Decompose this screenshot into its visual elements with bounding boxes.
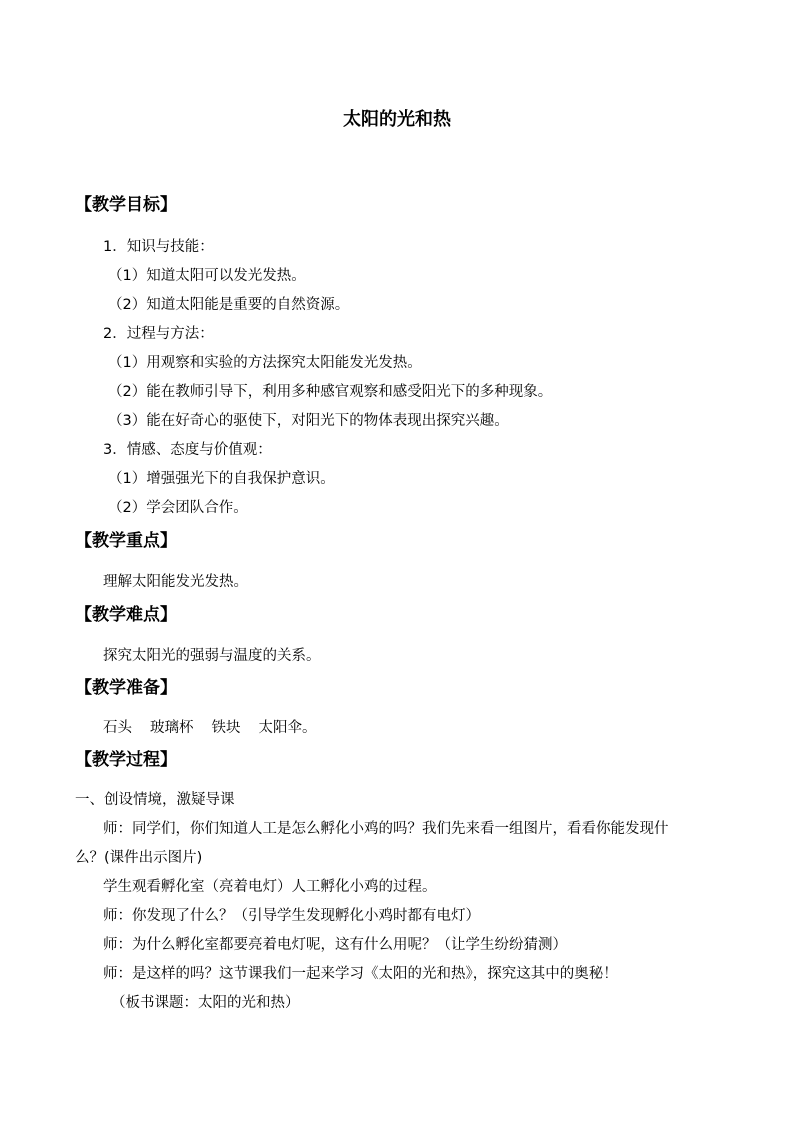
difficulties-text: 探究太阳光的强弱与温度的关系。	[103, 648, 321, 664]
section-heading-key-points: 【教学重点】	[75, 531, 177, 551]
section-heading-difficulties: 【教学难点】	[75, 605, 177, 625]
goal-line: （1）增强强光下的自我保护意识。	[108, 471, 335, 487]
process-line: 师：为什么孵化室都要亮着电灯呢，这有什么用呢？（让学生纷纷猜测）	[103, 937, 567, 953]
material-item: 铁块	[211, 720, 241, 736]
process-line: 么？(课件出示图片)	[75, 850, 203, 866]
material-item: 玻璃杯	[150, 720, 194, 736]
goal-line: （1）用观察和实验的方法探究太阳能发光发热。	[108, 355, 422, 371]
goal-line: （2）能在教师引导下，利用多种感官观察和感受阳光下的多种现象。	[108, 384, 553, 400]
process-line: 师：是这样的吗？这节课我们一起来学习《太阳的光和热》，探究这其中的奥秘！	[103, 966, 618, 982]
section-heading-preparation: 【教学准备】	[75, 678, 177, 698]
process-line: 学生观看孵化室（亮着电灯）人工孵化小鸡的过程。	[103, 879, 437, 895]
process-line: 师：同学们，你们知道人工是怎么孵化小鸡的吗？我们先来看一组图片，看看你能发现什	[103, 821, 669, 837]
goal-line: 3．情感、态度与价值观：	[103, 442, 272, 458]
process-subheading: 一、创设情境，激疑导课	[75, 792, 235, 808]
preparation-materials	[103, 718, 335, 738]
goal-line: （2）知道太阳能是重要的自然资源。	[108, 297, 350, 313]
document-title: 太阳的光和热	[343, 109, 451, 130]
section-heading-process: 【教学过程】	[75, 750, 177, 770]
process-line: （板书课题：太阳的光和热）	[111, 995, 300, 1011]
goal-line: （1）知道太阳可以发光发热。	[108, 268, 306, 284]
process-line: 师：你发现了什么？（引导学生发现孵化小鸡时都有电灯）	[103, 908, 480, 924]
key-points-text: 理解太阳能发光发热。	[103, 574, 248, 590]
goal-line: （3）能在好奇心的驱使下，对阳光下的物体表现出探究兴趣。	[108, 413, 509, 429]
goal-line: 2．过程与方法：	[103, 326, 214, 342]
material-item: 石头	[103, 720, 132, 736]
goal-line: （2）学会团队合作。	[108, 500, 248, 516]
goal-line: 1．知识与技能：	[103, 239, 214, 255]
section-heading-goals: 【教学目标】	[75, 195, 177, 215]
material-item: 太阳伞。	[258, 720, 317, 736]
